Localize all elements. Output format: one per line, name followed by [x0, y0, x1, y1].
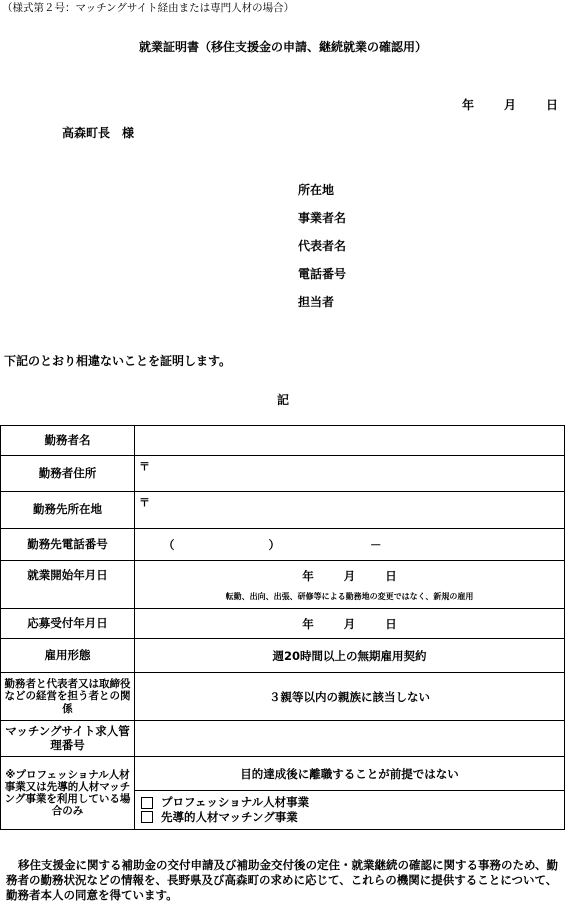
issuer-representative-label: 代表者名	[298, 239, 347, 253]
employee-address-field[interactable]	[135, 456, 565, 492]
program-checkboxes	[135, 791, 565, 830]
form-number-label: （様式第２号：マッチングサイト経由または専門人材の場合）	[2, 2, 295, 14]
table-row	[1, 609, 565, 639]
table-row	[1, 757, 565, 791]
start-date-label: 就業開始年月日	[1, 561, 135, 609]
matching-site-label: マッチングサイト求人管理番号	[1, 721, 135, 757]
date-month: 月	[503, 98, 516, 112]
document-title: 就業証明書（移住支援金の申請、継続就業の確認用）	[138, 40, 427, 54]
apply-month: 月	[343, 616, 356, 631]
table-row	[1, 456, 565, 492]
checkbox-leading[interactable]	[141, 811, 153, 823]
phone-dash: －	[370, 537, 382, 552]
start-year: 年	[302, 568, 314, 583]
table-row	[1, 639, 565, 673]
workplace-address-field[interactable]	[135, 492, 565, 529]
issuer-company-label: 事業者名	[298, 211, 347, 225]
postal-mark: 〒	[139, 496, 150, 509]
checkbox-professional[interactable]	[141, 797, 153, 809]
employee-name-field[interactable]	[135, 426, 565, 456]
date-day: 日	[545, 98, 558, 112]
checkbox-row-leading[interactable]	[135, 810, 564, 825]
apply-year: 年	[302, 616, 314, 631]
professional-label: ※プロフェッショナル人材事業又は先導的人材マッチング事業を利用している場合のみ	[1, 757, 135, 830]
employee-name-label: 勤務者名	[1, 426, 135, 456]
start-date-note: 転勤、出向、出張、研修等による勤務地の変更ではなく、新規の雇用	[225, 591, 474, 601]
start-month: 月	[343, 568, 356, 583]
addressee: 高森町長 様	[62, 126, 135, 140]
phone-close-paren: ）	[268, 537, 280, 552]
matching-number-field[interactable]	[135, 721, 565, 757]
postal-mark: 〒	[139, 460, 150, 473]
table-row	[1, 529, 565, 561]
apply-date-label: 応募受付年月日	[1, 609, 135, 639]
start-date-field[interactable]	[135, 561, 565, 609]
consent-statement: 移住支援金に関する補助金の交付申請及び補助金交付後の定住・就業継続の確認に関する事務のため、勤務者の勤務状況などの情報を、長野県及び高森町の求めに応じて、これらの機関に提供することについて、勤務者本人の同意を得ています。	[6, 858, 559, 902]
workplace-phone-field[interactable]	[135, 529, 565, 561]
employment-type-label: 雇用形態	[1, 639, 135, 673]
table-row	[1, 426, 565, 456]
certification-statement: 下記のとおり相違ないことを証明します。	[4, 354, 232, 368]
workplace-address-label: 勤務先所在地	[1, 492, 135, 529]
checkbox-leading-label: 先導的人材マッチング事業	[161, 810, 298, 824]
employment-table	[0, 425, 565, 830]
table-row	[1, 673, 565, 721]
table-row	[1, 561, 565, 609]
date-year: 年	[461, 98, 474, 112]
date-line	[462, 96, 558, 113]
start-day: 日	[385, 568, 397, 583]
employee-address-label: 勤務者住所	[1, 456, 135, 492]
ki-heading: 記	[276, 393, 289, 407]
employment-type-value: 週20時間以上の無期雇用契約	[135, 639, 565, 673]
relation-value: ３親等以内の親族に該当しない	[135, 673, 565, 721]
issuer-location-label: 所在地	[298, 183, 335, 197]
apply-day: 日	[385, 616, 397, 631]
issuer-phone-label: 電話番号	[298, 267, 347, 281]
checkbox-professional-label: プロフェッショナル人材事業	[161, 795, 310, 810]
professional-value: 目的達成後に離職することが前提ではない	[135, 757, 565, 791]
checkbox-row-professional[interactable]	[135, 795, 564, 810]
workplace-phone-label: 勤務先電話番号	[1, 529, 135, 561]
table-row	[1, 492, 565, 529]
phone-open-paren: （	[163, 537, 175, 552]
relation-label: 勤務者と代表者又は取締役などの経営を担う者との関係	[1, 673, 135, 721]
apply-date-field[interactable]	[135, 609, 565, 639]
issuer-contact-label: 担当者	[298, 295, 335, 309]
table-row	[1, 721, 565, 757]
